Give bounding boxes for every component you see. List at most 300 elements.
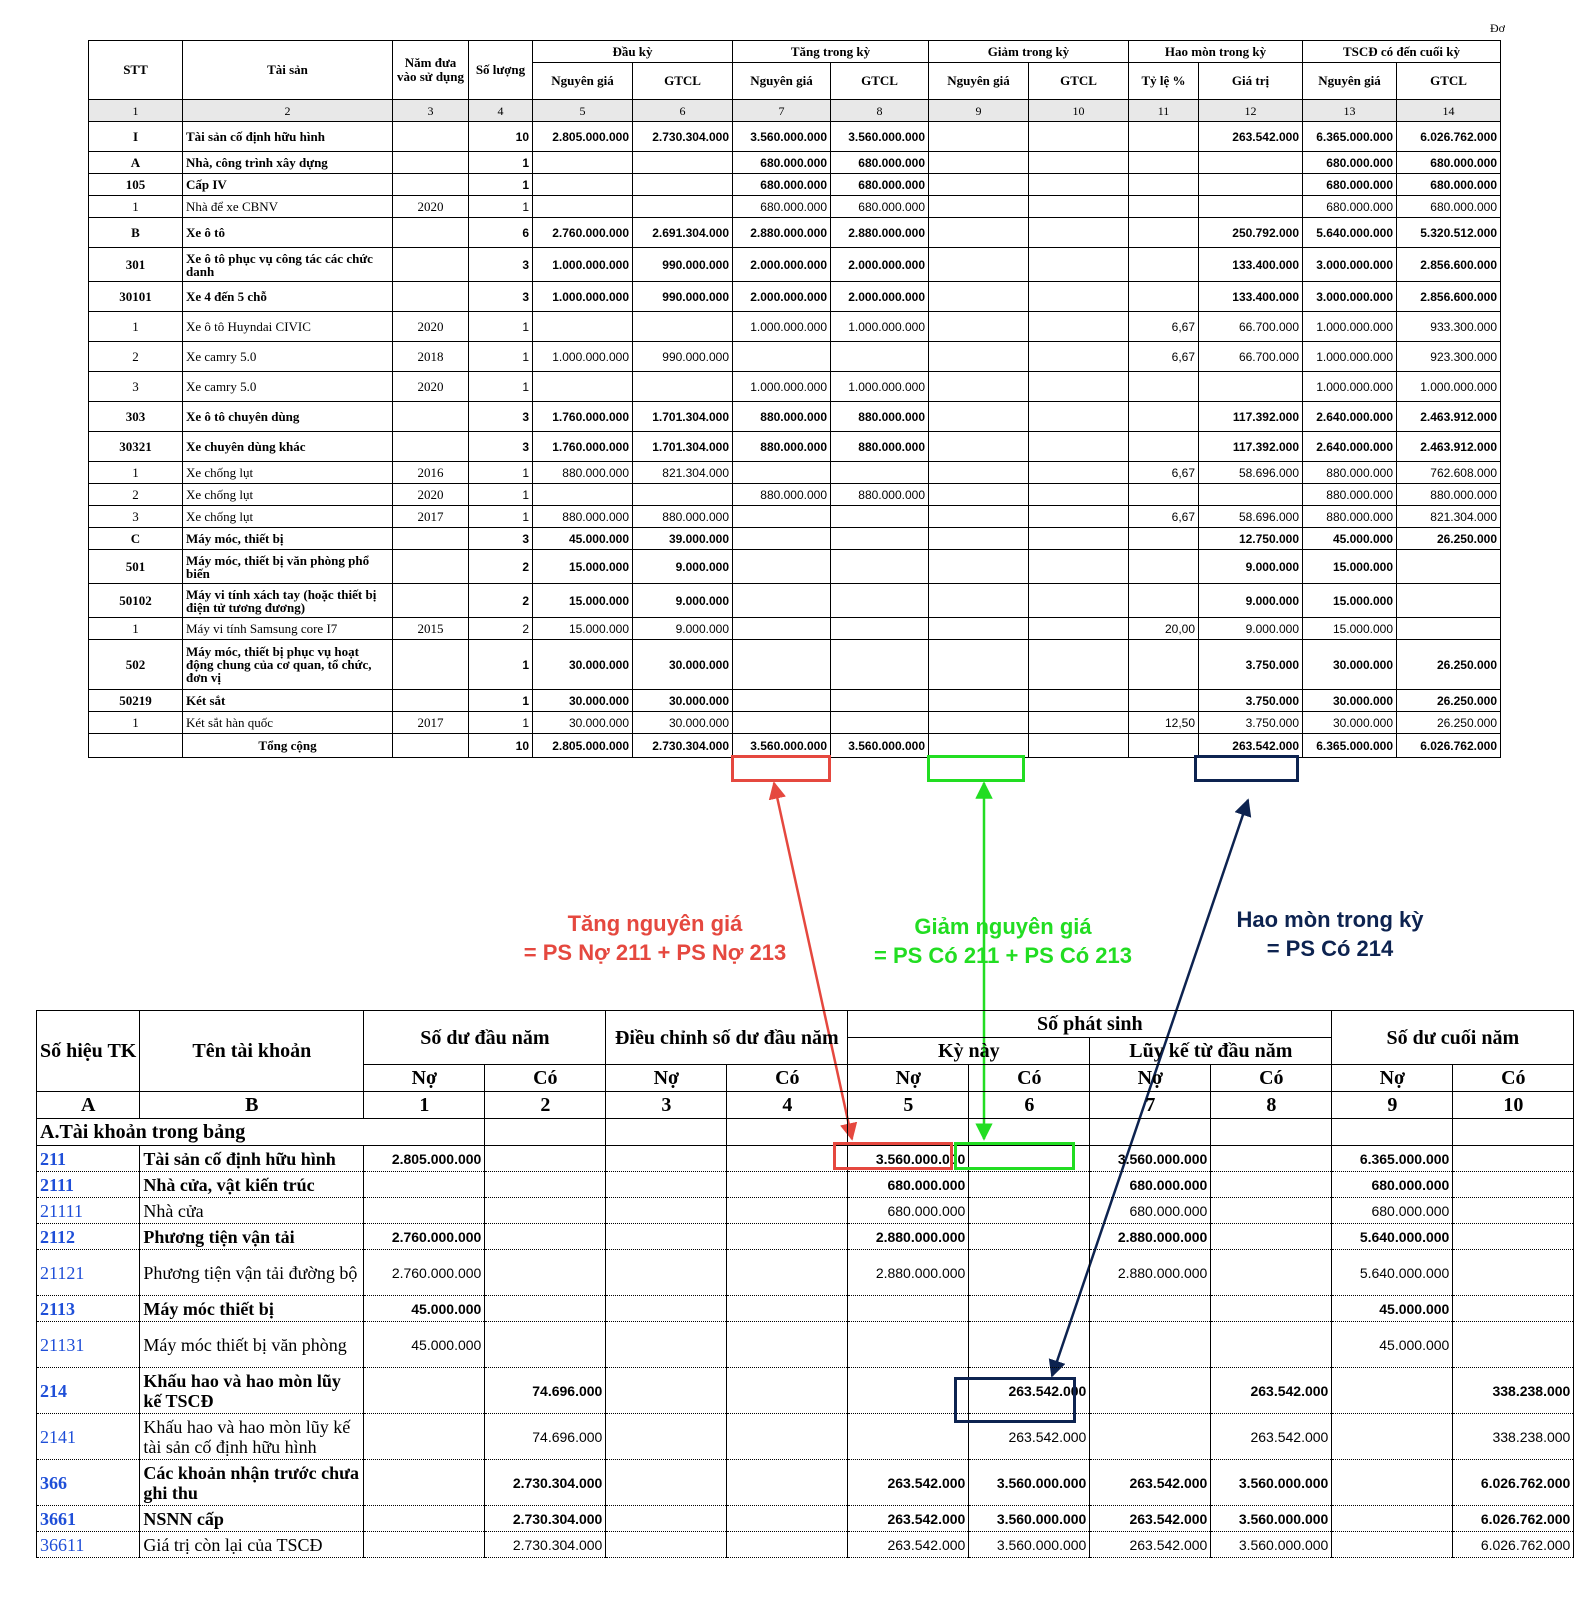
table-cell: 1.000.000.000 bbox=[733, 312, 831, 342]
table-cell: 2.691.304.000 bbox=[633, 218, 733, 248]
table-cell: 2.760.000.000 bbox=[364, 1224, 485, 1250]
table-cell: 680.000.000 bbox=[1397, 152, 1501, 174]
annotation-tang-line1: Tăng nguyên giá bbox=[567, 911, 743, 936]
table-cell bbox=[848, 1322, 969, 1368]
table-cell: 880.000.000 bbox=[1303, 462, 1397, 484]
table-cell: 66.700.000 bbox=[1199, 342, 1303, 372]
table-cell bbox=[485, 1119, 606, 1146]
table-cell: 1 bbox=[469, 196, 533, 218]
account-code: 2141 bbox=[37, 1414, 140, 1460]
table-cell: 30.000.000 bbox=[633, 640, 733, 690]
section-title: A.Tài khoản trong bảng bbox=[37, 1119, 485, 1146]
table-cell: 2.805.000.000 bbox=[533, 122, 633, 152]
account-code: 2113 bbox=[37, 1296, 140, 1322]
row-stt: I bbox=[89, 122, 183, 152]
row-stt: A bbox=[89, 152, 183, 174]
table-cell: 6.026.762.000 bbox=[1397, 122, 1501, 152]
account-code: 36611 bbox=[37, 1532, 140, 1558]
asset-name: Két sắt bbox=[183, 690, 393, 712]
table-cell: 1.000.000.000 bbox=[1303, 372, 1397, 402]
table-cell bbox=[1453, 1198, 1574, 1224]
table-cell: 2.880.000.000 bbox=[848, 1250, 969, 1296]
column-label: 4 bbox=[727, 1092, 848, 1119]
table-cell: 1.000.000.000 bbox=[533, 342, 633, 372]
column-label: 3 bbox=[606, 1092, 727, 1119]
table-cell bbox=[606, 1296, 727, 1322]
table-cell bbox=[969, 1296, 1090, 1322]
table-cell: 680.000.000 bbox=[1397, 196, 1501, 218]
subheader-nguyen-gia: Nguyên giá bbox=[533, 63, 633, 100]
highlight-ps-co-214 bbox=[954, 1377, 1076, 1423]
table-cell: 3.560.000.000 bbox=[733, 122, 831, 152]
account-code: 21131 bbox=[37, 1322, 140, 1368]
table-cell: 45.000.000 bbox=[533, 528, 633, 550]
table-cell: 1.000.000.000 bbox=[733, 372, 831, 402]
table-cell bbox=[969, 1322, 1090, 1368]
asset-name: Xe chống lụt bbox=[183, 484, 393, 506]
table-cell: 15.000.000 bbox=[1303, 584, 1397, 618]
account-name: NSNN cấp bbox=[140, 1506, 364, 1532]
asset-name: Xe ô tô chuyên dùng bbox=[183, 402, 393, 432]
table-cell: 880.000.000 bbox=[1397, 484, 1501, 506]
table-cell bbox=[1453, 1172, 1574, 1198]
account-name: Tài sản cố định hữu hình bbox=[140, 1146, 364, 1172]
table-cell: 15.000.000 bbox=[533, 584, 633, 618]
table-cell: 9.000.000 bbox=[633, 618, 733, 640]
table-cell: 680.000.000 bbox=[848, 1198, 969, 1224]
table-cell: 1.760.000.000 bbox=[533, 402, 633, 432]
table-cell bbox=[848, 1414, 969, 1460]
table-cell: 680.000.000 bbox=[1090, 1172, 1211, 1198]
table-row bbox=[37, 1296, 1574, 1322]
asset-name: Xe ô tô phục vụ công tác các chức danh bbox=[183, 248, 393, 282]
account-code: 3661 bbox=[37, 1506, 140, 1532]
column-number: 1 bbox=[89, 100, 183, 122]
table-cell: 3.560.000.000 bbox=[1211, 1532, 1332, 1558]
row-stt: 1 bbox=[89, 196, 183, 218]
account-name: Máy móc thiết bị bbox=[140, 1296, 364, 1322]
table-cell: 9.000.000 bbox=[1199, 550, 1303, 584]
table-cell: 990.000.000 bbox=[633, 342, 733, 372]
table-cell bbox=[1453, 1146, 1574, 1172]
asset-name: Xe ô tô bbox=[183, 218, 393, 248]
table-cell bbox=[485, 1296, 606, 1322]
table-cell: 30.000.000 bbox=[1303, 690, 1397, 712]
table-cell: 58.696.000 bbox=[1199, 506, 1303, 528]
row-stt: 502 bbox=[89, 640, 183, 690]
asset-name: Xe camry 5.0 bbox=[183, 372, 393, 402]
table-cell bbox=[848, 1368, 969, 1414]
table-cell: 263.542.000 bbox=[1211, 1368, 1332, 1414]
table-cell: 680.000.000 bbox=[733, 196, 831, 218]
table-cell: 3.560.000.000 bbox=[1211, 1460, 1332, 1506]
table-cell: 3 bbox=[469, 432, 533, 462]
table-cell bbox=[1332, 1119, 1453, 1146]
table-cell bbox=[1453, 1119, 1574, 1146]
table-cell: 30.000.000 bbox=[533, 712, 633, 734]
table-cell: 1.701.304.000 bbox=[633, 402, 733, 432]
table-cell: 2020 bbox=[393, 312, 469, 342]
table-cell: 1.000.000.000 bbox=[831, 312, 929, 342]
table-cell: 2 bbox=[469, 550, 533, 584]
table-cell: 263.542.000 bbox=[1090, 1532, 1211, 1558]
table-cell: 39.000.000 bbox=[633, 528, 733, 550]
table-cell: 880.000.000 bbox=[733, 402, 831, 432]
column-number: 7 bbox=[733, 100, 831, 122]
table-cell: 30.000.000 bbox=[633, 690, 733, 712]
account-name: Giá trị còn lại của TSCĐ bbox=[140, 1532, 364, 1558]
table-cell bbox=[1090, 1414, 1211, 1460]
column-number: 11 bbox=[1129, 100, 1199, 122]
table-cell bbox=[1211, 1146, 1332, 1172]
account-name: Khấu hao và hao mòn lũy kế tài sản cố định hữu hình bbox=[140, 1414, 364, 1460]
table-cell: 880.000.000 bbox=[533, 462, 633, 484]
table-cell bbox=[727, 1414, 848, 1460]
table-cell: 45.000.000 bbox=[1303, 528, 1397, 550]
table-cell: 2.856.600.000 bbox=[1397, 282, 1501, 312]
table-cell: 45.000.000 bbox=[364, 1296, 485, 1322]
table-cell: 263.542.000 bbox=[1199, 734, 1303, 758]
table-cell bbox=[969, 1224, 1090, 1250]
table-cell: 1.000.000.000 bbox=[831, 372, 929, 402]
table-cell bbox=[606, 1224, 727, 1250]
asset-name: Tài sản cố định hữu hình bbox=[183, 122, 393, 152]
table-cell: 1.701.304.000 bbox=[633, 432, 733, 462]
account-code: 366 bbox=[37, 1460, 140, 1506]
table-cell bbox=[1211, 1322, 1332, 1368]
row-stt: 3 bbox=[89, 506, 183, 528]
header-tang-trong-ky: Tăng trong kỳ bbox=[733, 41, 929, 63]
table-cell: 3.560.000.000 bbox=[733, 734, 831, 758]
table-cell bbox=[727, 1224, 848, 1250]
row-stt: 50102 bbox=[89, 584, 183, 618]
table-cell: 6,67 bbox=[1129, 342, 1199, 372]
table-cell: 117.392.000 bbox=[1199, 432, 1303, 462]
table-cell bbox=[606, 1414, 727, 1460]
highlight-ps-no-211 bbox=[833, 1142, 953, 1170]
table-cell: 5.640.000.000 bbox=[1303, 218, 1397, 248]
row-stt: C bbox=[89, 528, 183, 550]
header-so-luong: Số lượng bbox=[469, 41, 533, 100]
table-row bbox=[37, 1322, 1574, 1368]
subheader-no: Nợ bbox=[606, 1065, 727, 1092]
asset-name: Xe camry 5.0 bbox=[183, 342, 393, 372]
table-cell: 680.000.000 bbox=[733, 152, 831, 174]
table-cell bbox=[364, 1172, 485, 1198]
table-cell: 133.400.000 bbox=[1199, 282, 1303, 312]
account-code: 21121 bbox=[37, 1250, 140, 1296]
annotation-giam-line1: Giảm nguyên giá bbox=[914, 914, 1092, 939]
table-cell: 2.000.000.000 bbox=[831, 282, 929, 312]
row-stt: 1 bbox=[89, 462, 183, 484]
table-cell: 6,67 bbox=[1129, 312, 1199, 342]
table-cell: 2.640.000.000 bbox=[1303, 402, 1397, 432]
table-cell: 680.000.000 bbox=[1090, 1198, 1211, 1224]
table-cell: 117.392.000 bbox=[1199, 402, 1303, 432]
table-cell: 3 bbox=[469, 248, 533, 282]
table-cell: 680.000.000 bbox=[848, 1172, 969, 1198]
table-row bbox=[37, 1146, 1574, 1172]
header-nam-su-dung: Năm đưa vào sử dụng bbox=[393, 41, 469, 100]
asset-name: Cấp IV bbox=[183, 174, 393, 196]
table-row bbox=[37, 1172, 1574, 1198]
table-cell: 133.400.000 bbox=[1199, 248, 1303, 282]
table-cell bbox=[364, 1460, 485, 1506]
table-cell bbox=[1211, 1172, 1332, 1198]
table-cell: 2.760.000.000 bbox=[533, 218, 633, 248]
table-cell bbox=[727, 1322, 848, 1368]
table-cell: 6 bbox=[469, 218, 533, 248]
column-number: 14 bbox=[1397, 100, 1501, 122]
subheader-no: Nợ bbox=[364, 1065, 485, 1092]
table-cell bbox=[969, 1250, 1090, 1296]
table-cell: 3.560.000.000 bbox=[1211, 1506, 1332, 1532]
table-cell: 762.608.000 bbox=[1397, 462, 1501, 484]
table-cell: 3.000.000.000 bbox=[1303, 248, 1397, 282]
subheader-no: Nợ bbox=[1332, 1065, 1453, 1092]
table-cell: 2.880.000.000 bbox=[1090, 1224, 1211, 1250]
account-code: 21111 bbox=[37, 1198, 140, 1224]
header-ten-tai-khoan: Tên tài khoản bbox=[140, 1011, 364, 1092]
table-cell bbox=[606, 1119, 727, 1146]
table-cell: 6.026.762.000 bbox=[1397, 734, 1501, 758]
header-so-hieu-tk: Số hiệu TK bbox=[37, 1011, 140, 1092]
table-cell bbox=[969, 1198, 1090, 1224]
table-cell: 2.805.000.000 bbox=[364, 1146, 485, 1172]
table-cell: 3.750.000 bbox=[1199, 690, 1303, 712]
table-cell: 66.700.000 bbox=[1199, 312, 1303, 342]
asset-name: Máy vi tính Samsung core I7 bbox=[183, 618, 393, 640]
asset-name: Két sắt hàn quốc bbox=[183, 712, 393, 734]
table-cell: 30.000.000 bbox=[1303, 640, 1397, 690]
table-cell: 2.000.000.000 bbox=[733, 282, 831, 312]
table-cell: 1 bbox=[469, 506, 533, 528]
table-cell: 1 bbox=[469, 312, 533, 342]
table-cell bbox=[727, 1296, 848, 1322]
column-label: 7 bbox=[1090, 1092, 1211, 1119]
table-cell bbox=[1453, 1322, 1574, 1368]
table-cell: 263.542.000 bbox=[1211, 1414, 1332, 1460]
table-cell: 26.250.000 bbox=[1397, 712, 1501, 734]
table-cell bbox=[1211, 1119, 1332, 1146]
table-cell: 1.000.000.000 bbox=[1303, 312, 1397, 342]
table-cell bbox=[364, 1506, 485, 1532]
annotation-giam bbox=[848, 912, 1158, 970]
table-cell: 263.542.000 bbox=[1090, 1460, 1211, 1506]
subheader-gtcl: GTCL bbox=[633, 63, 733, 100]
table-row bbox=[37, 1506, 1574, 1532]
account-name: Nhà cửa bbox=[140, 1198, 364, 1224]
table-cell bbox=[727, 1250, 848, 1296]
table-cell: 30.000.000 bbox=[633, 712, 733, 734]
account-name: Phương tiện vận tải đường bộ bbox=[140, 1250, 364, 1296]
table-cell: 1 bbox=[469, 372, 533, 402]
table-cell: 26.250.000 bbox=[1397, 528, 1501, 550]
table-cell: 3.560.000.000 bbox=[848, 1146, 969, 1172]
account-code: 2111 bbox=[37, 1172, 140, 1198]
asset-name: Máy móc, thiết bị bbox=[183, 528, 393, 550]
table-cell bbox=[1211, 1250, 1332, 1296]
table-cell bbox=[1453, 1250, 1574, 1296]
table-cell bbox=[1332, 1532, 1453, 1558]
table-cell: 680.000.000 bbox=[1303, 174, 1397, 196]
table-cell: 6.365.000.000 bbox=[1303, 122, 1397, 152]
asset-name: Máy móc, thiết bị phục vụ hoạt động chung của cơ quan, tổ chức, đơn vị bbox=[183, 640, 393, 690]
table-cell: 1.760.000.000 bbox=[533, 432, 633, 462]
table-row bbox=[37, 1368, 1574, 1414]
table-cell bbox=[1211, 1224, 1332, 1250]
table-cell: 680.000.000 bbox=[1332, 1198, 1453, 1224]
annotation-tang bbox=[500, 909, 810, 967]
column-label: 8 bbox=[1211, 1092, 1332, 1119]
table-cell: 9.000.000 bbox=[1199, 618, 1303, 640]
table-cell bbox=[485, 1322, 606, 1368]
subheader-co: Có bbox=[969, 1065, 1090, 1092]
table-cell: 3.560.000.000 bbox=[1090, 1146, 1211, 1172]
table-cell: 263.542.000 bbox=[848, 1506, 969, 1532]
annotation-hao-line2: = PS Có 214 bbox=[1266, 936, 1394, 961]
table-cell: 12.750.000 bbox=[1199, 528, 1303, 550]
table-cell: 2.730.304.000 bbox=[633, 122, 733, 152]
table-cell: 2 bbox=[469, 584, 533, 618]
table-cell: 680.000.000 bbox=[831, 196, 929, 218]
table-cell: 6.026.762.000 bbox=[1453, 1460, 1574, 1506]
asset-name: Xe chống lụt bbox=[183, 462, 393, 484]
subheader-gtcl: GTCL bbox=[831, 63, 929, 100]
table-cell: 1.000.000.000 bbox=[1303, 342, 1397, 372]
highlight-ps-co-211 bbox=[954, 1142, 1075, 1170]
header-luy-ke: Lũy kế từ đầu năm bbox=[1090, 1038, 1332, 1065]
table-row bbox=[37, 1460, 1574, 1506]
table-cell: 880.000.000 bbox=[633, 506, 733, 528]
table-cell bbox=[727, 1146, 848, 1172]
header-stt: STT bbox=[89, 41, 183, 100]
table-cell: 990.000.000 bbox=[633, 248, 733, 282]
table-cell: 6,67 bbox=[1129, 462, 1199, 484]
table-cell: 2018 bbox=[393, 342, 469, 372]
table-cell: 2.730.304.000 bbox=[485, 1532, 606, 1558]
table-cell: 880.000.000 bbox=[733, 432, 831, 462]
header-tai-san: Tài sản bbox=[183, 41, 393, 100]
column-label: 9 bbox=[1332, 1092, 1453, 1119]
table-cell: 58.696.000 bbox=[1199, 462, 1303, 484]
table-row bbox=[37, 1250, 1574, 1296]
table-cell: 250.792.000 bbox=[1199, 218, 1303, 248]
table-cell: 10 bbox=[469, 122, 533, 152]
table-cell bbox=[727, 1532, 848, 1558]
table-cell: 2.640.000.000 bbox=[1303, 432, 1397, 462]
table-cell: 2020 bbox=[393, 372, 469, 402]
table-cell: 680.000.000 bbox=[831, 152, 929, 174]
table-cell bbox=[606, 1506, 727, 1532]
table-cell bbox=[485, 1224, 606, 1250]
subheader-no: Nợ bbox=[1090, 1065, 1211, 1092]
table-cell: 1 bbox=[469, 342, 533, 372]
table-cell bbox=[606, 1250, 727, 1296]
table-cell bbox=[485, 1250, 606, 1296]
header-giam-trong-ky: Giảm trong kỳ bbox=[929, 41, 1129, 63]
table-cell: 2.805.000.000 bbox=[533, 734, 633, 758]
subheader-nguyen-gia: Nguyên giá bbox=[733, 63, 831, 100]
table-cell: 880.000.000 bbox=[1303, 484, 1397, 506]
header-so-phat-sinh: Số phát sinh bbox=[848, 1011, 1332, 1038]
table-cell: 680.000.000 bbox=[1303, 152, 1397, 174]
table-cell: 1 bbox=[469, 712, 533, 734]
column-number: 10 bbox=[1029, 100, 1129, 122]
table-cell bbox=[606, 1532, 727, 1558]
table-cell bbox=[848, 1296, 969, 1322]
table-cell: 3.560.000.000 bbox=[831, 734, 929, 758]
table-cell: 9.000.000 bbox=[633, 550, 733, 584]
table-cell: 821.304.000 bbox=[633, 462, 733, 484]
table-cell: 880.000.000 bbox=[831, 484, 929, 506]
table-cell: 6.365.000.000 bbox=[1332, 1146, 1453, 1172]
asset-name: Máy vi tính xách tay (hoặc thiết bị điện tử tương đương) bbox=[183, 584, 393, 618]
table-cell: 12,50 bbox=[1129, 712, 1199, 734]
row-stt: 301 bbox=[89, 248, 183, 282]
table-cell: 30.000.000 bbox=[533, 690, 633, 712]
account-name: Các khoản nhận trước chưa ghi thu bbox=[140, 1460, 364, 1506]
table-cell: 2.463.912.000 bbox=[1397, 432, 1501, 462]
row-stt: 30321 bbox=[89, 432, 183, 462]
row-stt: 303 bbox=[89, 402, 183, 432]
table-row bbox=[37, 1224, 1574, 1250]
table-cell: 3 bbox=[469, 402, 533, 432]
table-cell: 1 bbox=[469, 640, 533, 690]
header-cuoi-ky: TSCĐ có đến cuối kỳ bbox=[1303, 41, 1501, 63]
table-cell: 338.238.000 bbox=[1453, 1368, 1574, 1414]
account-name: Khấu hao và hao mòn lũy kế TSCĐ bbox=[140, 1368, 364, 1414]
table-cell: 9.000.000 bbox=[1199, 584, 1303, 618]
table-cell: 263.542.000 bbox=[969, 1368, 1090, 1414]
table-cell: 5.320.512.000 bbox=[1397, 218, 1501, 248]
table-cell bbox=[606, 1172, 727, 1198]
table-cell: 5.640.000.000 bbox=[1332, 1250, 1453, 1296]
table-cell: 263.542.000 bbox=[1090, 1506, 1211, 1532]
row-stt: 1 bbox=[89, 312, 183, 342]
row-stt: 50219 bbox=[89, 690, 183, 712]
column-label: 2 bbox=[485, 1092, 606, 1119]
table-cell: 6.365.000.000 bbox=[1303, 734, 1397, 758]
row-stt: B bbox=[89, 218, 183, 248]
column-label: 1 bbox=[364, 1092, 485, 1119]
table-cell bbox=[485, 1172, 606, 1198]
account-name: Máy móc thiết bị văn phòng bbox=[140, 1322, 364, 1368]
row-stt: 501 bbox=[89, 550, 183, 584]
table-cell: 15.000.000 bbox=[1303, 618, 1397, 640]
account-code: 211 bbox=[37, 1146, 140, 1172]
table-cell bbox=[1090, 1296, 1211, 1322]
asset-name: Xe chống lụt bbox=[183, 506, 393, 528]
table-cell: 3.750.000 bbox=[1199, 640, 1303, 690]
table-cell: 3.560.000.000 bbox=[969, 1532, 1090, 1558]
table-cell: 880.000.000 bbox=[1303, 506, 1397, 528]
column-label: 10 bbox=[1453, 1092, 1574, 1119]
table-cell: 680.000.000 bbox=[1397, 174, 1501, 196]
table-cell: 9.000.000 bbox=[633, 584, 733, 618]
table-cell: 821.304.000 bbox=[1397, 506, 1501, 528]
column-number: 5 bbox=[533, 100, 633, 122]
subheader-gia-tri: Giá trị bbox=[1199, 63, 1303, 100]
table-cell bbox=[1332, 1414, 1453, 1460]
table-row bbox=[37, 1198, 1574, 1224]
table-cell: 1 bbox=[469, 152, 533, 174]
account-code: 214 bbox=[37, 1368, 140, 1414]
subheader-ty-le: Tỷ lệ % bbox=[1129, 63, 1199, 100]
row-stt: 3 bbox=[89, 372, 183, 402]
account-balance-table bbox=[36, 1010, 1574, 1558]
table-cell: 1 bbox=[469, 462, 533, 484]
